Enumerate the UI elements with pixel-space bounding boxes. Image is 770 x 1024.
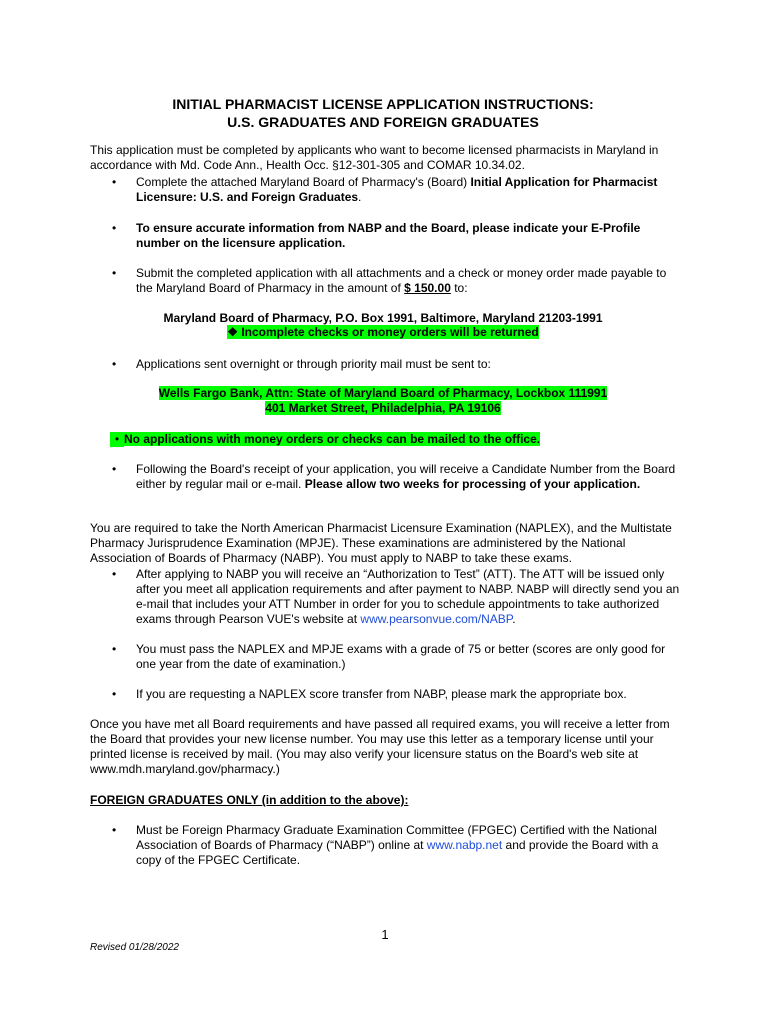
bullet-marker: • — [112, 175, 117, 189]
eprofile-text: To ensure accurate information from NABP and the Board, please indicate your E-Profile number on the licensure application. — [136, 221, 641, 250]
page-number: 1 — [381, 927, 389, 942]
bullet-complete-application — [136, 175, 681, 205]
bullet-text: Submit the completed application with all attachments and a check or money order made payable to the Maryland Board of Pharmacy in the amount of — [136, 266, 667, 295]
bullet-text: Following the Board's receipt of your application, you will receive a Candidate Number from the Board either by regular mail or e-mail. — [136, 462, 676, 491]
title-line-1: INITIAL PHARMACIST LICENSE APPLICATION INSTRUCTIONS: — [172, 96, 594, 112]
bullet-text: . — [512, 612, 516, 626]
nabp-link[interactable]: www.nabp.net — [426, 838, 503, 852]
incomplete-warning-text: ❖ Incomplete checks or money orders will be returned — [227, 325, 539, 339]
foreign-graduates-heading — [90, 793, 680, 808]
bullet-candidate-number — [136, 462, 681, 492]
application-name: Initial Application for Pharmacist Licensure: U.S. and Foreign Graduates — [136, 175, 658, 204]
bullet-marker: • — [112, 221, 117, 235]
bullet-submit-application — [136, 266, 681, 296]
bullet-marker: • — [112, 462, 117, 476]
bank-address-text: Wells Fargo Bank, Attn: State of Maryland Board of Pharmacy, Lockbox 111991 — [158, 386, 608, 400]
bullet-att — [136, 567, 681, 627]
bullet-marker: • — [112, 567, 117, 581]
board-address — [90, 311, 676, 326]
bullet-text: to: — [450, 281, 468, 295]
bullet-eprofile — [136, 221, 681, 251]
bullet-marker: • — [112, 687, 117, 701]
bullet-no-office-mail — [124, 432, 669, 447]
title-line-2: U.S. GRADUATES AND FOREIGN GRADUATES — [227, 114, 539, 130]
bullet-passing-grade: You must pass the NAPLEX and MPJE exams with a grade of 75 or better (scores are only good for one year from the date of examination.) — [136, 642, 666, 671]
bank-address-text: 401 Market Street, Philadelphia, PA 19106 — [265, 401, 501, 415]
page-title — [90, 95, 676, 131]
no-office-mail-text: No applications with money orders or checks can be mailed to the office. — [124, 432, 541, 446]
license-paragraph: Once you have met all Board requirements and have passed all required exams, you will receive a letter from the Board that provides your new license number. You may use this letter as a temporary license until your printed license is received by mail. (You may also verify your licensure status on the Board's web site at www.mdh.maryland.gov/pharmacy.) — [90, 717, 670, 776]
bullet-overnight-mail: Applications sent overnight or through priority mail must be sent to: — [136, 357, 491, 371]
bullet-text: After applying to NABP you will receive an “Authorization to Test” (ATT). The ATT will be issued only after you meet all application requirements and after payment to NABP. NABP will directly send you an e-mail that includes your ATT Number in order for you to schedule appointments to take authorized exams through Pearson VUE's website at — [136, 567, 680, 626]
bullet-text: Must be Foreign Pharmacy Graduate Examination Committee (FPGEC) Certified with the National Association of Boards of Pharmacy (“NABP”) online at — [136, 823, 657, 852]
bullet-marker: • — [110, 432, 124, 447]
bank-address-line-1 — [90, 386, 676, 401]
incomplete-warning — [90, 325, 676, 340]
pearsonvue-link[interactable]: www.pearsonvue.com/NABP — [360, 612, 513, 626]
bullet-marker: • — [112, 357, 117, 371]
exam-paragraph: You are required to take the North American Pharmacist Licensure Examination (NAPLEX), and the Multistate Pharmacy Jurisprudence Examination (MPJE). These examinations are administered by the National Association of Boards of Pharmacy (NABP). You must apply to NABP to take these exams. — [90, 521, 672, 565]
bullet-text: Complete the attached Maryland Board of Pharmacy's (Board) — [136, 175, 471, 189]
bullet-text: and provide the Board with a copy of the FPGEC Certificate. — [136, 838, 659, 867]
bullet-fpgec — [136, 823, 681, 868]
bullet-marker: • — [112, 266, 117, 280]
fee-amount: $ 150.00 — [404, 281, 451, 295]
revision-date: Revised 01/28/2022 — [90, 942, 179, 953]
board-address-text: Maryland Board of Pharmacy, P.O. Box 1991, Baltimore, Maryland 21203-1991 — [163, 311, 603, 325]
intro-paragraph: This application must be completed by applicants who want to become licensed pharmacists in Maryland in accordance with Md. Code Ann., Health Occ. §12-301-305 and COMAR 10.34.02. — [90, 143, 659, 172]
bullet-text: . — [358, 190, 362, 204]
bank-address-line-2 — [90, 401, 676, 416]
bullet-marker: • — [112, 642, 117, 656]
bullet-score-transfer: If you are requesting a NAPLEX score transfer from NABP, please mark the appropriate box. — [136, 687, 627, 701]
foreign-heading-text: FOREIGN GRADUATES ONLY (in addition to the above): — [90, 793, 409, 807]
bullet-marker: • — [112, 823, 117, 837]
processing-time-text: Please allow two weeks for processing of your application. — [304, 477, 641, 491]
